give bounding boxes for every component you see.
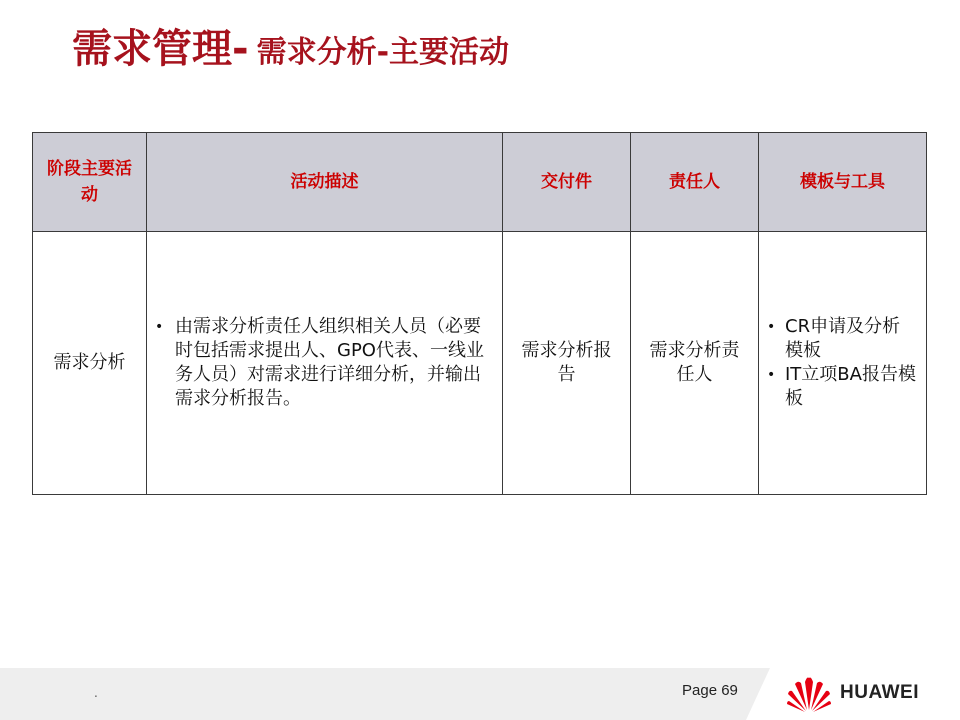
cell-stage: 需求分析 [33,232,147,495]
table-header-row [33,133,927,232]
huawei-logo-icon [786,674,832,714]
page-number: Page 69 [682,682,738,699]
cell-description [147,232,503,495]
tool-item: • CR申请及分析模板 [759,315,916,363]
brand-name: HUAWEI [840,682,919,703]
slide-title [72,22,509,84]
title-main: 需求管理- [72,26,249,72]
header-description: 活动描述 [147,133,503,232]
header-tools: 模板与工具 [759,133,927,232]
header-stage: 阶段主要活动 [33,133,147,232]
cell-deliverable: 需求分析报告 [503,232,631,495]
footer-dot: . [94,686,98,700]
header-deliverable: 交付件 [503,133,631,232]
table-row [33,232,927,495]
tool-item: • IT立项BA报告模板 [759,363,916,411]
activity-table [32,132,927,495]
cell-tools [759,232,927,495]
description-item: • 由需求分析责任人组织相关人员（必要时包括需求提出人、GPO代表、一线业务人员）对需求进行详细分析，并输出需求分析报告。 [147,315,492,411]
cell-owner: 需求分析责任人 [631,232,759,495]
title-sub: 需求分析-主要活动 [256,35,510,70]
header-owner: 责任人 [631,133,759,232]
footer-bar [0,668,960,720]
